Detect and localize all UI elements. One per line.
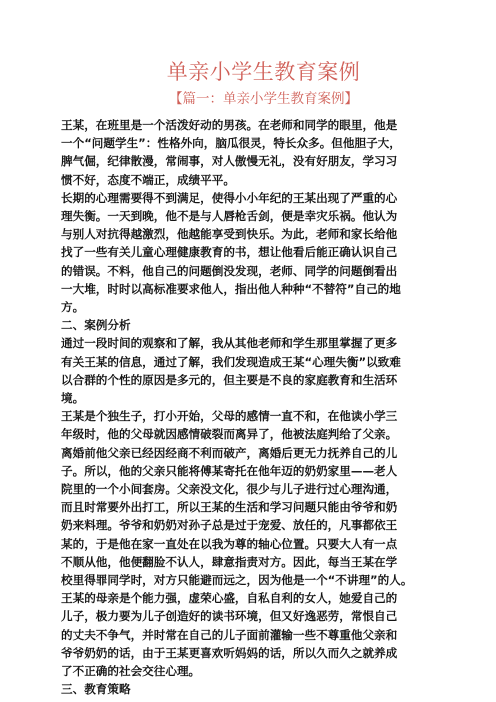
body-line: 的错误。不料，他自己的问题倒没发现，老师、同学的问题倒看出 (61, 263, 398, 278)
body-line: 一大堆，时时以高标准要求他人，指出他人种种“不替符”自己的地 (61, 281, 401, 296)
body-line: 奶来料理。爷爷和奶奶对孙子总是过于宠爱、放任的，凡事都依王 (61, 518, 398, 533)
body-line: 长期的心理需要得不到满足，使得小小年纪的王某出现了严重的心 (61, 190, 398, 205)
body-line: 王某，在班里是一个活泼好动的男孩。在老师和同学的眼里，他是 (61, 118, 398, 132)
body-line: 离婚前他父亲已经因经商不利而破产，离婚后更无力抚养自己的儿 (61, 445, 398, 460)
body-line: 三、教育策略 (61, 682, 131, 697)
body-line: 校里得罪同学时，对方只能避而远之，因为他是一个“不讲理”的人。 (61, 573, 413, 588)
body-line: 儿子，极力要为儿子创造好的读书环境，但又好逸恶劳，常恨自己 (61, 609, 398, 624)
body-line: 爷爷奶奶的话，由于王某更喜欢听妈妈的话，所以久而久之就养成 (61, 645, 398, 660)
body-line: 院里的一个小间套房。父亲没文化，很少与儿子进行过心理沟通， (61, 482, 398, 497)
body-line: 与别人对抗得越激烈，他越能享受到快乐。为此，老师和家长给他 (61, 227, 398, 242)
document-subtitle: 【篇一：单亲小学生教育案例】 (169, 91, 358, 107)
body-line: 某的，于是他在家一直处在以我为尊的轴心位置。只要大人有一点 (61, 536, 398, 551)
document-title: 单亲小学生教育案例 (166, 60, 361, 84)
body-line: 二、案例分析 (61, 318, 131, 333)
body-line: 通过一段时间的观察和了解，我从其他老师和学生那里掌握了更多 (61, 336, 398, 351)
body-line: 的丈夫不争气，并时常在自己的儿子面前灌输一些不尊重他父亲和 (61, 627, 398, 642)
body-line: 王某的母亲是个能力强，虚荣心盛，自私自利的女人，她爱自己的 (61, 591, 398, 606)
body-line: 子。所以，他的父亲只能将傅某寄托在他年迈的奶奶家里——老人 (61, 463, 398, 478)
body-line: 了不正确的社会交往心理。 (61, 664, 201, 679)
body-line: 以合群的个性的原因是多元的，但主要是不良的家庭教育和生活环 (61, 372, 398, 387)
body-line: 惯不好，态度不端正，成绩平平。 (61, 172, 235, 187)
body-line: 有关王某的信息，通过了解，我们发现造成王某“心理失衡”以致难 (61, 354, 401, 369)
body-line: 找了一些有关儿童心理健康教育的书，想让他看后能正确认识自己 (61, 245, 398, 260)
body-line: 一个“问题学生”：性格外向，脑瓜很灵，特长众多。但他胆子大， (61, 136, 401, 151)
body-line: 不顺从他，他便翻脸不认人，肆意指责对方。因此，每当王某在学 (61, 554, 398, 569)
body-line: 王某是个独生子，打小开始，父母的感情一直不和，在他读小学三 (61, 409, 398, 424)
body-line: 年级时，他的父母就因感情破裂而离异了，他被法庭判给了父亲。 (61, 427, 398, 442)
body-line: 境。 (61, 391, 85, 406)
body-line: 方。 (61, 300, 85, 315)
body-line: 脾气倔，纪律散漫，常闹事，对人傲慢无礼，没有好朋友，学习习 (61, 154, 398, 169)
body-line: 理失衡。一天到晚，他不是与人唇枪舌剑，便是幸灾乐祸。他认为 (61, 209, 398, 224)
document-body (61, 116, 466, 699)
body-line: 而且时常要外出打工，所以王某的生活和学习问题只能由爷爷和奶 (61, 500, 398, 515)
